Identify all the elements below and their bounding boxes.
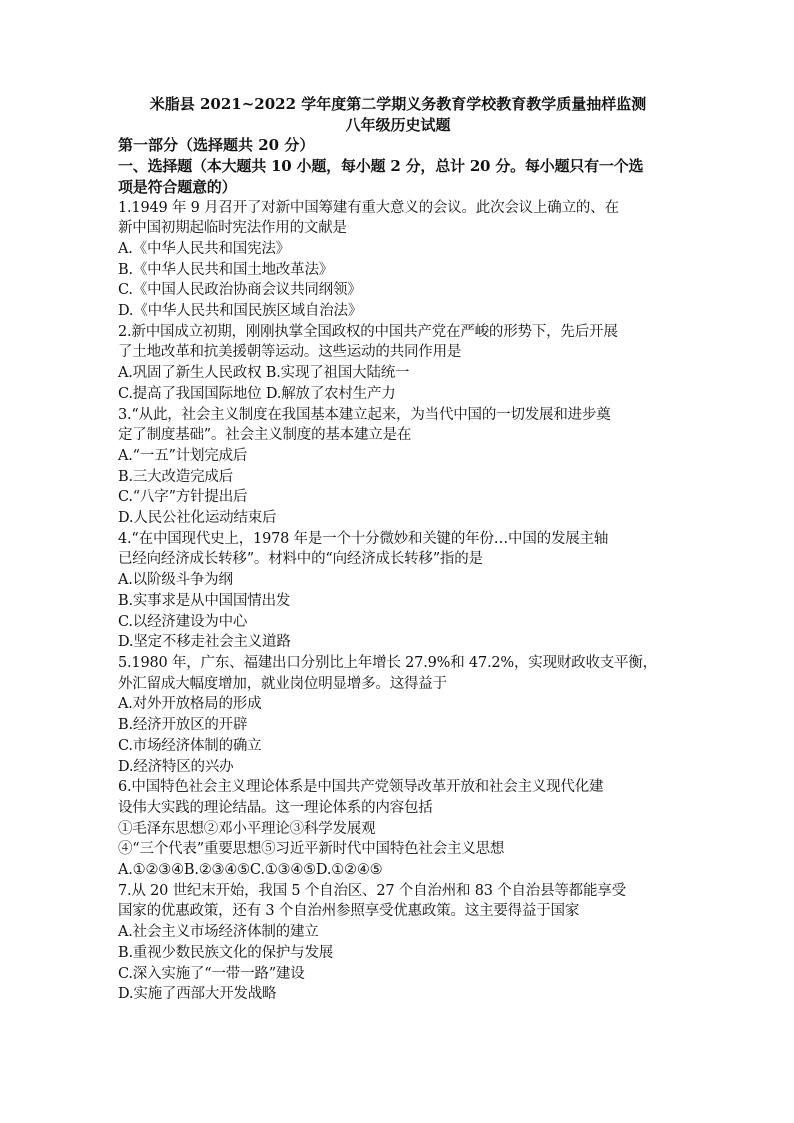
question-stem-line: 2.新中国成立初期，刚刚执掌全国政权的中国共产党在严峻的形势下，先后开展 (118, 323, 618, 340)
question-list (118, 198, 678, 1005)
answer-option: D.实施了西部大开发战略 (118, 986, 277, 1003)
question-stem-line: ④“三个代表”重要思想⑤习近平新时代中国特色社会主义思想 (118, 841, 505, 858)
answer-option: A.对外开放格局的形成 (118, 696, 262, 713)
answer-option: C.市场经济体制的确立 (118, 737, 262, 754)
answer-option: B.经济开放区的开辟 (118, 717, 248, 734)
question-stem-line: 外汇留成大幅度增加，就业岗位明显增多。这得益于 (118, 675, 447, 692)
answer-option: C.以经济建设为中心 (118, 613, 248, 630)
question-5 (118, 653, 678, 777)
answer-option: A.社会主义市场经济体制的建立 (118, 924, 319, 941)
answer-option: A.《中华人民共和国宪法》 (118, 240, 290, 257)
question-2 (118, 322, 678, 405)
question-3 (118, 405, 678, 529)
answer-option: B.重视少数民族文化的保护与发展 (118, 944, 334, 961)
question-stem-line: 了土地改革和抗美援朝等运动。这些运动的共同作用是 (118, 344, 462, 361)
answer-option: D.经济特区的兴办 (118, 758, 234, 775)
exam-title: 米脂县 2021~2022 学年度第二学期义务教育学校教育教学质量抽样监测 (149, 95, 647, 113)
answer-option: A.以阶级斗争为纲 (118, 572, 233, 589)
answer-option: C.深入实施了“一带一路”建设 (118, 965, 305, 982)
question-stem-line: 新中国初期起临时宪法作用的文献是 (118, 220, 347, 237)
answer-option: C.“八字”方针提出后 (118, 489, 248, 506)
question-stem-line: 定了制度基础”。社会主义制度的基本建立是在 (118, 427, 412, 444)
question-stem-line: ①毛泽东思想②邓小平理论③科学发展观 (118, 820, 376, 837)
question-4 (118, 529, 678, 653)
instruction-line: 项是符合题意的） (118, 177, 237, 196)
question-stem-line: 5.1980 年，广东、福建出口分别比上年增长 27.9%和 47.2%，实现财政收支平衡， (118, 654, 657, 671)
exam-page (118, 92, 678, 1005)
answer-option: C.《中国人民政治协商会议共同纲领》 (118, 282, 362, 299)
answer-option: B.三大改造完成后 (118, 468, 233, 485)
answer-option: C.提高了我国国际地位 D.解放了农村生产力 (118, 385, 396, 402)
question-stem-line: 国家的优惠政策，还有 3 个自治州参照享受优惠政策。这主要得益于国家 (118, 903, 580, 920)
question-stem-line: 7.从 20 世纪末开始，我国 5 个自治区、27 个自治州和 83 个自治县等都能享受 (118, 882, 626, 899)
answer-option: A.①②③④B.②③④⑤C.①③④⑤D.①②④⑤ (118, 862, 383, 879)
question-7 (118, 881, 678, 1005)
answer-option: A.巩固了新生人民政权 B.实现了祖国大陆统一 (118, 365, 410, 382)
answer-option: B.实事求是从中国国情出发 (118, 592, 291, 609)
question-6 (118, 777, 678, 881)
question-1 (118, 198, 678, 322)
answer-option: D.《中华人民共和国民族区域自治法》 (118, 303, 363, 320)
answer-option: D.坚定不移走社会主义道路 (118, 634, 291, 651)
answer-option: B.《中华人民共和国土地改革法》 (118, 261, 334, 278)
question-stem-line: 已经向经济成长转移”。材料中的“向经济成长转移”指的是 (118, 551, 483, 568)
exam-subtitle: 八年级历史试题 (345, 115, 451, 134)
instruction-line: 一、选择题（本大题共 10 小题，每小题 2 分，总计 20 分。每小题只有一个选 (118, 157, 644, 176)
question-stem-line: 4.“在中国现代史上，1978 年是一个十分微妙和关键的年份…中国的发展主轴 (118, 530, 609, 547)
answer-option: A.“一五”计划完成后 (118, 447, 248, 464)
answer-option: D.人民公社化运动结束后 (118, 510, 277, 527)
part-heading: 第一部分（选择题共 20 分） (118, 136, 315, 155)
question-stem-line: 1.1949 年 9 月召开了对新中国筹建有重大意义的会议。此次会议上确立的、在 (118, 199, 619, 216)
question-stem-line: 3.“从此，社会主义制度在我国基本建立起来，为当代中国的一切发展和进步奠 (118, 406, 611, 423)
question-stem-line: 6.中国特色社会主义理论体系是中国共产党领导改革开放和社会主义现代化建 (118, 779, 604, 796)
question-stem-line: 设伟大实践的理论结晶。这一理论体系的内容包括 (118, 799, 433, 816)
